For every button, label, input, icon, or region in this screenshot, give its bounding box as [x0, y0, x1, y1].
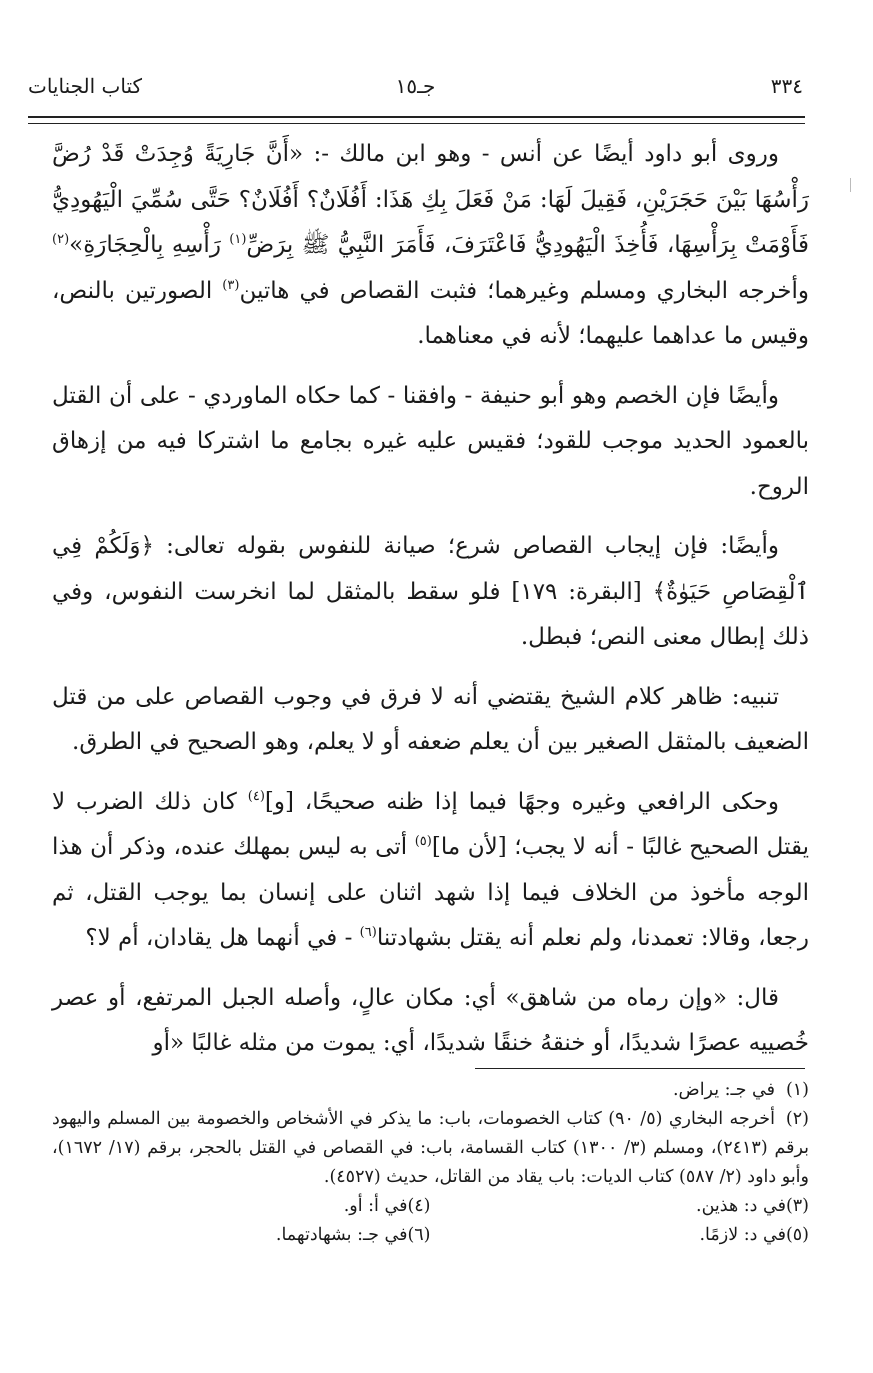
paragraph-text: - في أنهما هل يقادان، أم لا؟ [85, 925, 360, 951]
footnote-4 [52, 1192, 431, 1221]
paragraph-note: تنبيه: ظاهر كلام الشيخ يقتضي أنه لا فرق في وجوب القصاص على من قتل الضعيف بالمثقل الصغير بين أن يعلم ضعفه أو لا يعلم، وهو الصحيح في الطرق. [52, 683, 809, 755]
section-title: كتاب الجنايات [28, 74, 143, 98]
footnote-ref: (٦) [359, 925, 377, 940]
footnote-number: (٦) [407, 1225, 431, 1245]
footnote-ref: (٥) [414, 834, 432, 849]
footnote-5 [431, 1221, 810, 1250]
footnote-ref: (٢) [52, 232, 70, 247]
main-text [52, 132, 809, 1081]
header-rule [28, 116, 805, 124]
footnote-6 [52, 1221, 431, 1250]
paragraph-quran: وأيضًا: فإن إيجاب القصاص شرع؛ صيانة للنفوس بقوله تعالى: ﴿وَلَكُمْ فِي ٱلْقِصَاصِ حَيَوٰةٌ﴾ [البقرة: ١٧٩] فلو سقط بالمثقل لما انخرست النفوس، وفي ذلك إبطال معنى النص؛ فبطل. [52, 533, 809, 650]
paragraph-text: وأخرجه البخاري ومسلم وغيرهما؛ فثبت القصاص في هاتين [239, 277, 809, 304]
footnote-2 [52, 1105, 809, 1192]
footnote-number: (٥) [785, 1225, 809, 1245]
footnote-text: في جـ: يراض. [672, 1080, 775, 1100]
paragraph-text: وروى أبو داود أيضًا عن أنس - وهو ابن مالك -: «أَنَّ جَارِيَةً وُجِدَتْ قَدْ رُضَّ رَأْسُهَا بَيْنَ حَجَرَيْنِ، فَقِيلَ لَهَا: مَنْ فَعَلَ بِكِ هَذَا: أَفُلَانٌ؟ أَفُلَانٌ؟ حَتَّى سُمِّيَ الْيَهُودِيُّ فَأَوْمَتْ بِرَأْسِهَا، فَأُخِذَ الْيَهُودِيُّ فَاعْتَرَفَ، فَأَمَرَ النَّبِيُّ ﷺ بِرَضِّ [52, 141, 809, 258]
paragraph-abu-hanifa: وأيضًا فإن الخصم وهو أبو حنيفة - وافقنا - كما حكاه الماوردي - على أن القتل بالعمود الحديد موجب للقود؛ فقيس عليه غيره بجامع ما اشتركا فيه من إزهاق الروح. [52, 382, 809, 500]
paragraph-text: رَأْسِهِ بِالْحِجَارَةِ» [69, 232, 230, 258]
paragraph-text: كان ذلك الضرب لا يقتل الصحيح غالبًا - أنه لا يجب؛ [لأن ما] [52, 788, 809, 860]
footnote-text: في د: هذين. [696, 1196, 786, 1216]
footnote-row [52, 1221, 809, 1250]
footnote-text: في د: لازمًا. [699, 1225, 786, 1245]
paragraph-rafii [52, 780, 809, 962]
footnote-rule [475, 1068, 805, 1069]
footnote-text: في أ: أو. [343, 1196, 408, 1216]
footnote-row [52, 1192, 809, 1221]
footnote-text: في جـ: بشهادتهما. [275, 1225, 408, 1245]
volume-label: جـ١٥ [395, 74, 436, 98]
footnote-ref: (٣) [222, 277, 240, 293]
paragraph-qal: قال: «وإن رماه من شاهق» أي: مكان عالٍ، وأصله الجبل المرتفع، أو عصر خُصييه عصرًا شديدًا، أو خنقهُ خنقًا شديدًا، أي: يموت من مثله غالبًا «أو [52, 984, 809, 1056]
footnote-ref: (٤) [247, 788, 265, 804]
margin-mark [850, 178, 851, 192]
paragraph-text: أتى به ليس بمهلك عنده، وذكر أن هذا الوجه مأخوذ من الخلاف فيما إذا شهد اثنان على إنسان بما يوجب القتل، ثم رجعا، وقالا: تعمدنا، ولم نعلم أنه يقتل بشهادتنا [52, 834, 809, 951]
footnote-number: (٤) [407, 1196, 431, 1216]
footnote-number: (١) [785, 1080, 809, 1100]
footnote-ref: (١) [229, 232, 247, 247]
footnote-number: (٢) [785, 1109, 809, 1129]
page-number: ٣٣٤ [770, 74, 803, 98]
footnote-3 [431, 1192, 810, 1221]
paragraph-text: وحكى الرافعي وغيره وجهًا فيما إذا ظنه صحيحًا، [و] [264, 788, 779, 815]
footnote-1 [52, 1076, 809, 1105]
page-header [28, 74, 803, 104]
footnote-number: (٣) [785, 1196, 809, 1216]
footnotes [52, 1076, 809, 1250]
paragraph-text: الصورتين بالنص، وقيس ما عداهما عليهما؛ لأنه في معناهما. [52, 277, 809, 349]
footnote-text: أخرجه البخاري (٥/ ٩٠) كتاب الخصومات، باب: ما يذكر في الأشخاص والخصومة بين المسلم واليهود برقم (٢٤١٣)، ومسلم (٣/ ١٣٠٠) كتاب القسامة، باب: في القصاص في القتل بالحجر، برقم (١٧/ ١٦٧٢)، وأبو داود (٢/ ٥٨٧) كتاب الديات: باب يقاد من القاتل، حديث (٤٥٢٧). [52, 1109, 810, 1187]
paragraph-hadith [52, 132, 809, 360]
